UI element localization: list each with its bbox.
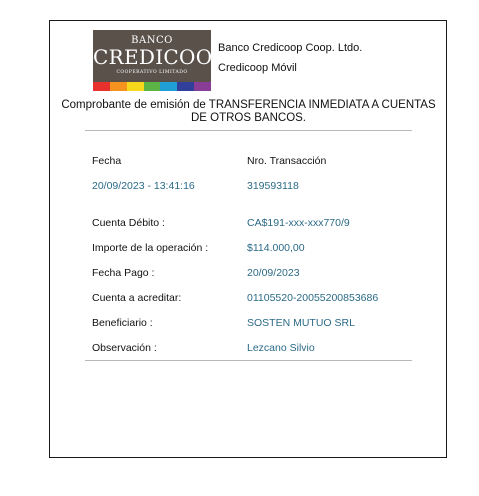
divider-bottom xyxy=(85,360,412,361)
cuenta-acreditar-label: Cuenta a acreditar: xyxy=(92,292,182,304)
importe-value: $114.000,00 xyxy=(247,242,305,254)
fecha-pago-value: 20/09/2023 xyxy=(247,267,300,279)
cuenta-debito-label: Cuenta Débito : xyxy=(92,217,165,229)
nro-transaccion-label: Nro. Transacción xyxy=(247,155,327,167)
app-name: Credicoop Móvil xyxy=(218,62,297,74)
logo-line-banco: BANCO xyxy=(131,35,173,46)
logo-stripe xyxy=(194,82,211,91)
logo-stripe xyxy=(110,82,127,91)
logo-color-stripes xyxy=(93,82,211,91)
cuenta-debito-value: CA$191-xxx-xxx770/9 xyxy=(247,217,350,229)
credicoop-logo xyxy=(93,30,227,91)
observacion-label: Observación : xyxy=(92,342,157,354)
receipt-title-line-1: Comprobante de emisión de TRANSFERENCIA INMEDIATA A CUENTAS xyxy=(61,99,436,111)
logo-stripe xyxy=(93,82,110,91)
logo-line-cooperativo: COOPERATIVO LIMITADO xyxy=(116,70,188,75)
logo-stripe xyxy=(127,82,144,91)
cuenta-acreditar-value: 01105520-20055200853686 xyxy=(247,292,379,304)
fecha-pago-label: Fecha Pago : xyxy=(92,267,155,279)
nro-transaccion-value: 319593118 xyxy=(247,180,299,192)
receipt-title xyxy=(55,99,442,125)
observacion-value: Lezcano Silvio xyxy=(247,342,315,354)
logo-stripe xyxy=(160,82,177,91)
importe-label: Importe de la operación : xyxy=(92,242,209,254)
beneficiario-value: SOSTEN MUTUO SRL xyxy=(247,317,355,329)
logo-stripe xyxy=(144,82,161,91)
logo-stripe xyxy=(177,82,194,91)
logo-line-credicoop: CREDICOOP xyxy=(93,45,227,69)
bank-name: Banco Credicoop Coop. Ltdo. xyxy=(218,42,363,54)
beneficiario-label: Beneficiario : xyxy=(92,317,153,329)
fecha-value: 20/09/2023 - 13:41:16 xyxy=(92,180,195,192)
receipt-title-line-2: DE OTROS BANCOS. xyxy=(190,112,307,124)
divider-top xyxy=(85,130,412,131)
fecha-label: Fecha xyxy=(92,155,122,167)
